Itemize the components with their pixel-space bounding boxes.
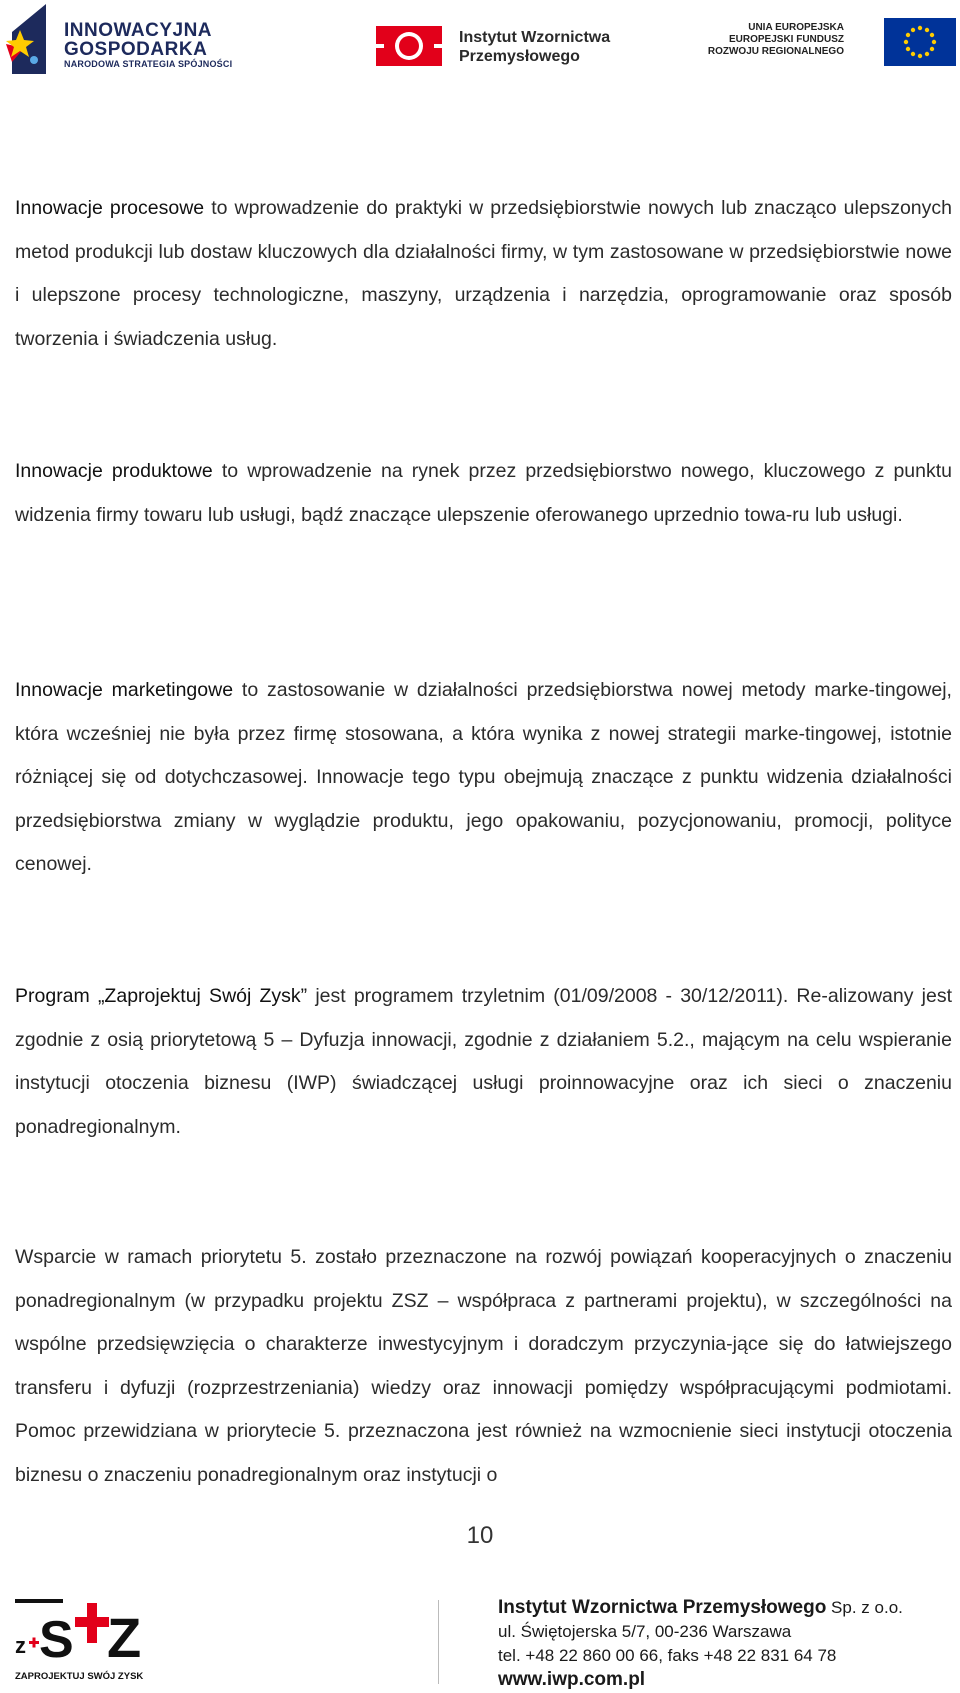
- footer-org-name: Instytut Wzornictwa Przemysłowego: [498, 1597, 827, 1618]
- footer-website-link[interactable]: www.iwp.com.pl: [498, 1669, 646, 1690]
- iwp-wordmark: [459, 28, 610, 66]
- svg-text:Z: Z: [107, 1606, 142, 1669]
- logo-center-line1: Instytut Wzornictwa: [459, 29, 611, 46]
- innowacyjna-gospodarka-logo: [6, 4, 233, 74]
- zsz-logo: [15, 1597, 155, 1681]
- paragraph-body: to zastosowanie w działalności przedsiębiorstwa nowej metody marke-tingowej, która wcześniej nie była przez firmę stosowana, a która wynika z nowej strategii marke-tingowej, istotnie różniącej się od dotychczasowej. Innowacje tego typu obejmują znaczące z punktu widzenia działalności przedsiębiorstwa zmiany w wyglądzie produktu, jego opakowaniu, pozycjonowaniu, promocji, polityce cenowej.: [15, 679, 952, 875]
- paragraph-body: to wprowadzenie na rynek przez przedsiębiorstwo nowego, kluczowego z punktu widzenia firmy towaru lub usługi, bądź znaczące ulepszenie oferowanego uprzednio towa-ru lub usługi.: [15, 460, 952, 526]
- footer-phone: tel. +48 22 860 00 66, faks +48 22 831 64 78: [498, 1646, 837, 1665]
- eu-fund-wordmark: [708, 22, 844, 58]
- paragraph-body: Wsparcie w ramach priorytetu 5. zostało przeznaczone na rozwój powiązań kooperacyjnych o znaczeniu ponadregionalnym (w przypadku projektu ZSZ – współpraca z partnerami projektu), w szczególności na wspólne przedsięwzięcia o charakterze inwestycyjnym i doradczym przyczynia-jące się do łatwiejszego transferu i dyfuzji (rozprzestrzeniania) wiedzy oraz innowacji pomiędzy współpracującymi podmiotami. Pomoc przewidziana w priorytecie 5. przeznaczona jest również na wzmocnienie sieci instytucji otoczenia biznesu o znaczeniu ponadregionalnym oraz instytucji o: [15, 1246, 952, 1486]
- eu-flag-icon: [884, 18, 956, 66]
- paragraph-innowacje-marketingowe: [15, 669, 952, 887]
- footer-contact-block: [498, 1596, 903, 1692]
- paragraph-wsparcie-priorytet-5: [15, 1236, 952, 1497]
- paragraph-lead: Innowacje produktowe: [15, 460, 213, 482]
- innowacyjna-gospodarka-wordmark: [64, 21, 212, 59]
- page-number: 10: [466, 1522, 494, 1549]
- logo-right-line2: EUROPEJSKI FUNDUSZ: [728, 34, 844, 45]
- innowacyjna-gospodarka-emblem-icon: [6, 4, 56, 74]
- logo-left-subtitle: NARODOWA STRATEGIA SPÓJNOŚCI: [64, 59, 233, 69]
- page-header: [0, 0, 960, 80]
- footer-divider: [438, 1600, 439, 1684]
- paragraph-innowacje-procesowe: [15, 187, 952, 361]
- logo-left-line1: INNOWACYJNA: [64, 20, 213, 41]
- eu-fund-logo: [707, 18, 956, 68]
- iwp-emblem-icon: [376, 24, 446, 68]
- paragraph-lead: Program „Zaprojektuj Swój Zysk”: [15, 985, 308, 1007]
- paragraph-lead: Innowacje procesowe: [15, 197, 205, 219]
- svg-text:S: S: [39, 1611, 74, 1669]
- footer-org-line: [498, 1596, 903, 1620]
- paragraph-body: to wprowadzenie do praktyki w przedsiębiorstwie nowych lub znacząco ulepszonych metod produkcji lub dostaw kluczowych dla działalności firmy, w tym zastosowane w przedsiębiorstwie nowe i ulepszone procesy technologiczne, maszyny, urządzenia i narzędzia, oprogramowanie oraz sposób tworzenia i świadczenia usług.: [15, 197, 952, 350]
- paragraph-innowacje-produktowe: [15, 450, 952, 537]
- zsz-emblem-icon: [15, 1597, 155, 1669]
- logo-right-line3: ROZWOJU REGIONALNEGO: [707, 46, 844, 57]
- logo-center-line2: Przemysłowego: [459, 48, 580, 65]
- footer-org-suffix: Sp. z o.o.: [826, 1598, 903, 1617]
- zsz-logo-caption: ZAPROJEKTUJ SWÓJ ZYSK: [15, 1671, 144, 1682]
- logo-left-line2: GOSPODARKA: [64, 39, 208, 60]
- logo-right-line1: UNIA EUROPEJSKA: [748, 22, 844, 33]
- paragraph-body: jest programem trzyletnim (01/09/2008 - 30/12/2011). Re-alizowany jest zgodnie z osią priorytetową 5 – Dyfuzja innowacji, zgodnie z działaniem 5.2., mającym na celu wspieranie instytucji otoczenia biznesu (IWP) świadczącej usługi proinnowacyjne oraz ich sieci o znaczeniu ponadregionalnym.: [15, 985, 952, 1138]
- iwp-header-logo: [376, 24, 636, 72]
- svg-text:z: z: [15, 1633, 26, 1658]
- paragraph-lead: Innowacje marketingowe: [15, 679, 234, 701]
- paragraph-program-zsz: [15, 975, 952, 1149]
- footer-address: ul. Świętojerska 5/7, 00-236 Warszawa: [498, 1622, 792, 1641]
